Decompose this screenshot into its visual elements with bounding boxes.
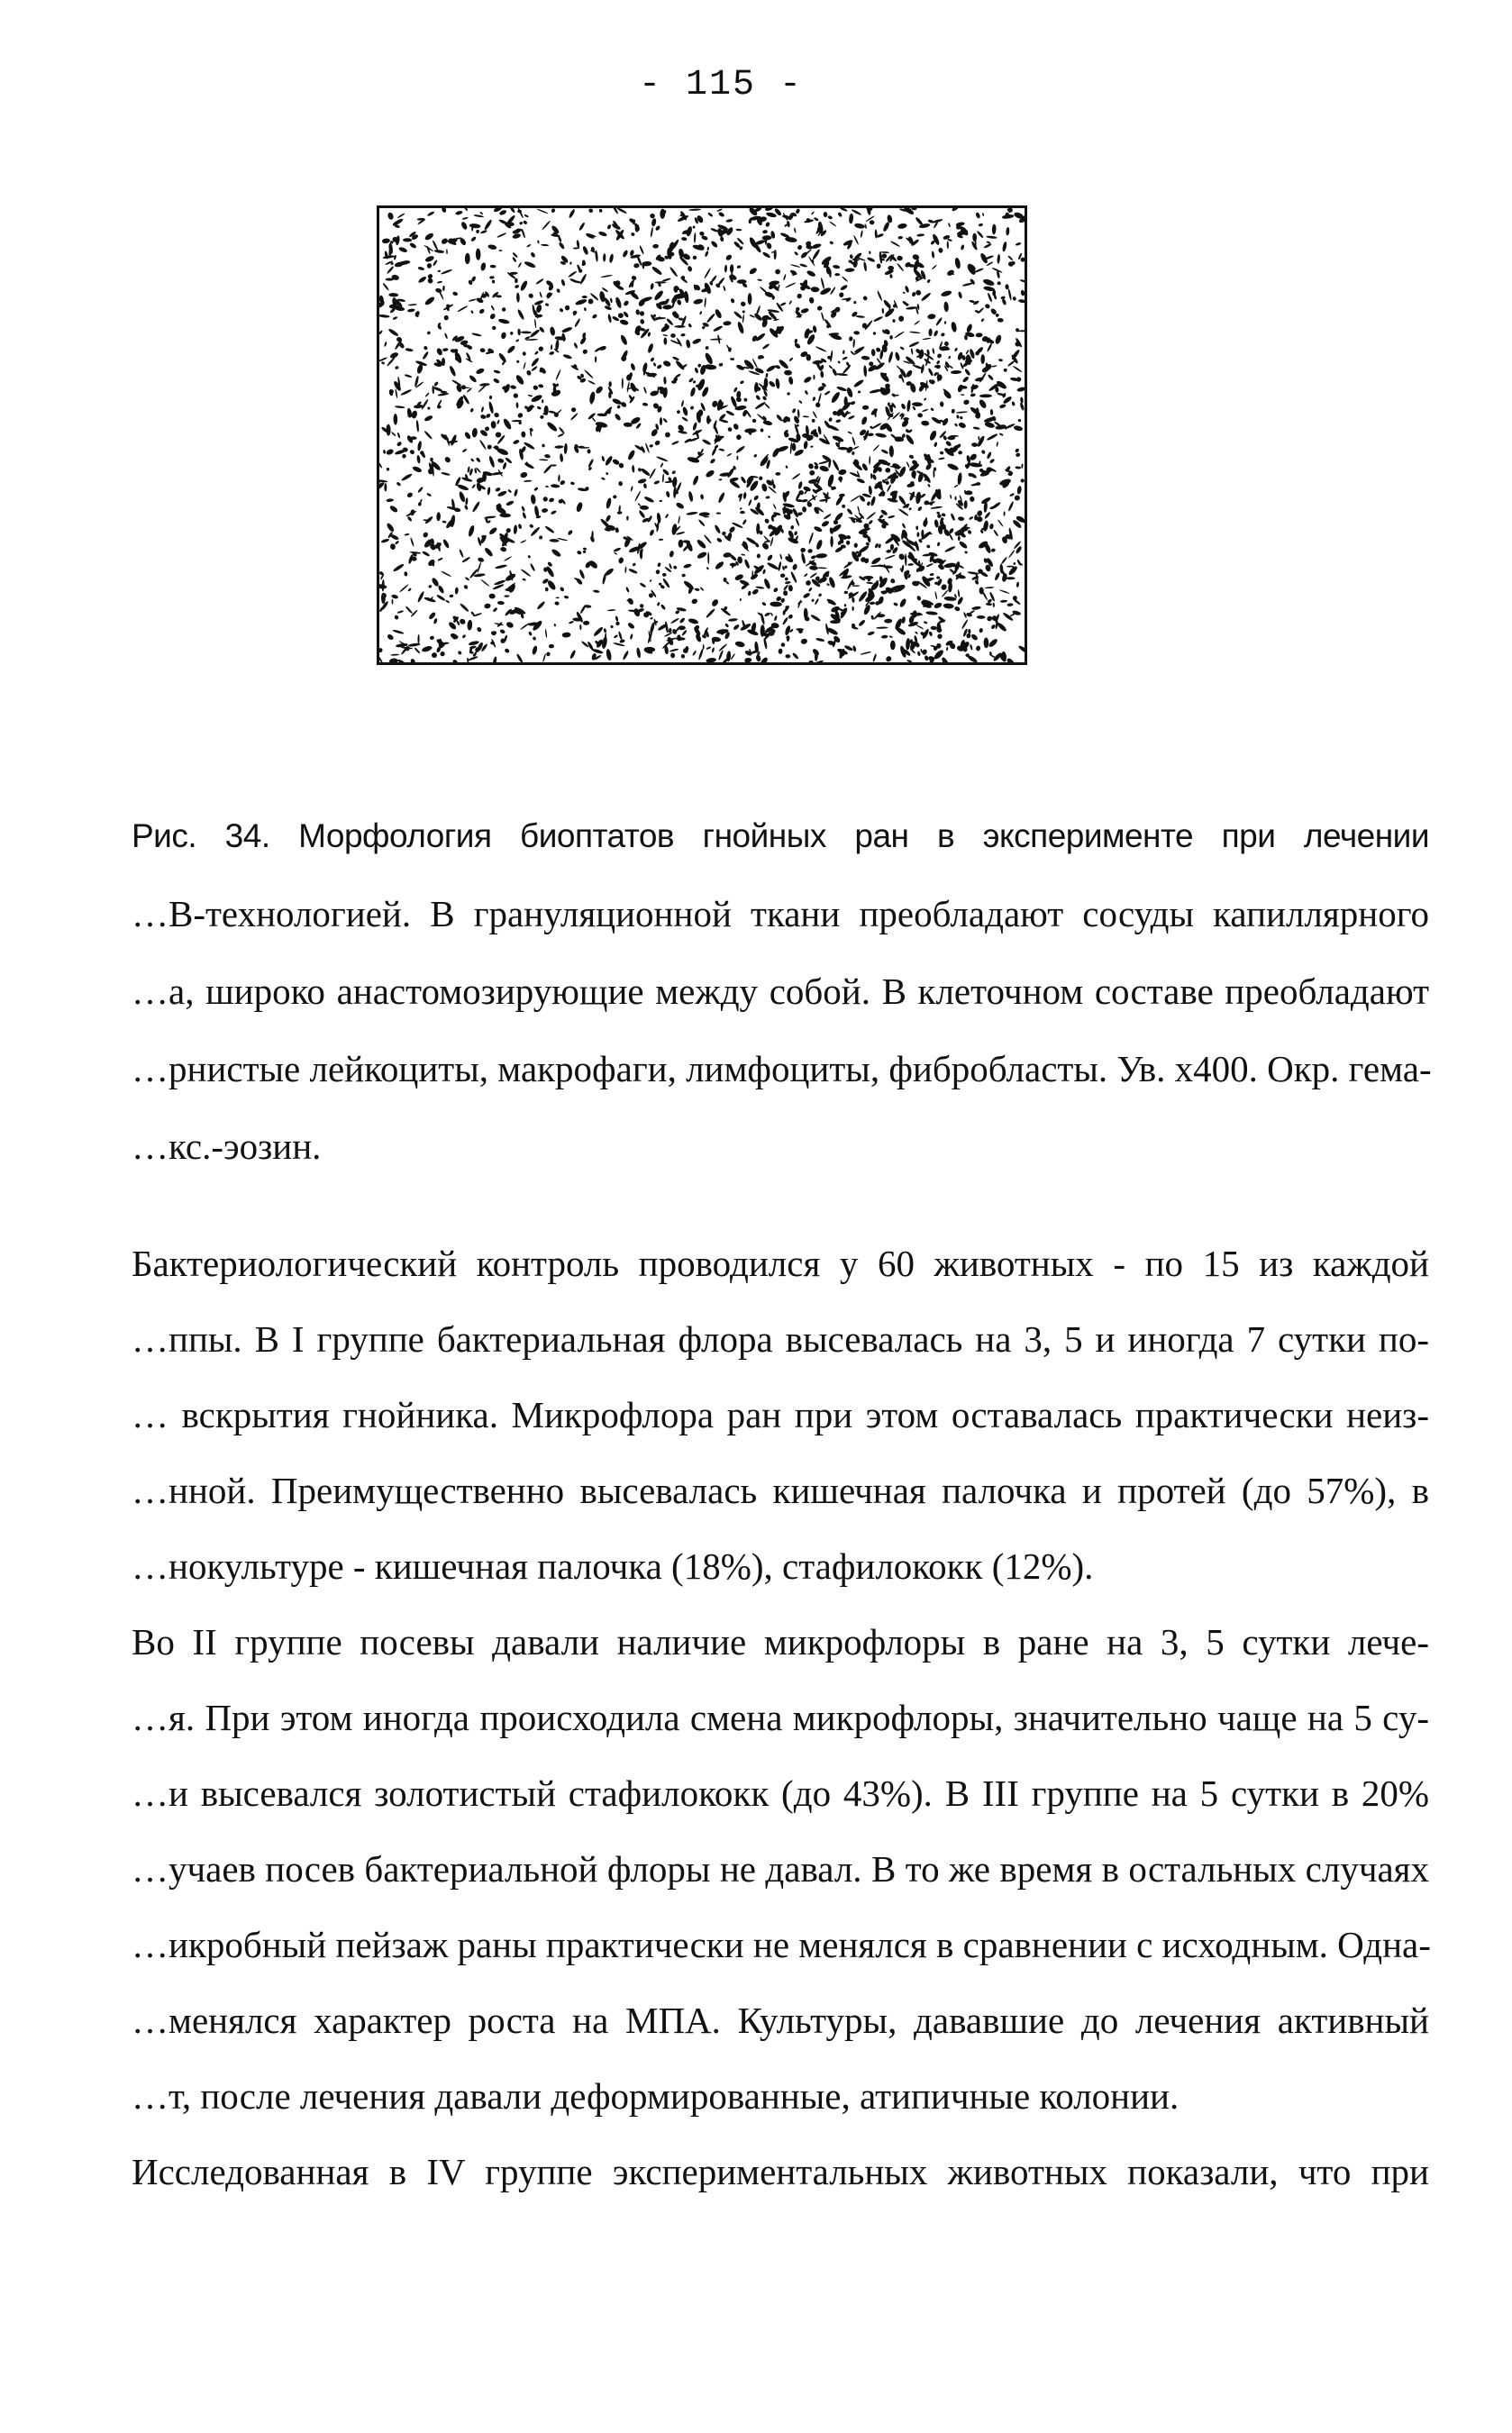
body-line: …я. При этом иногда происходила смена микрофлоры, значительно чаще на 5 су- [132,1697,1429,1738]
body-line: …и высевался золотистый стафилококк (до 43%). В III группе на 5 сутки в 20% [132,1772,1429,1814]
body-line: Исследованная в IV группе экспериментальных животных показали, что при [132,2151,1429,2192]
body-line: …ппы. В I группе бактериальная флора высевалась на 3, 5 и иногда 7 сутки по- [132,1318,1429,1360]
caption-line: …рнистые лейкоциты, макрофаги, лимфоциты, фибробласты. Ув. х400. Окр. гема- [132,1048,1432,1089]
body-line: …менялся характер роста на МПА. Культуры, дававшие до лечения активный [132,2000,1429,2041]
caption-line: …а, широко анастомозирующие между собой. В клеточном составе преобладают [132,970,1429,1012]
body-line: …икробный пейзаж раны практически не менялся в сравнении с исходным. Одна- [132,1924,1431,1965]
body-line: …нокультуре - кишечная палочка (18%), стафилококк (12%). [132,1545,1094,1587]
caption-line: Рис. 34. Морфология биоптатов гнойных ран в эксперименте при лечении [132,817,1429,854]
page-number: - 115 - [638,65,804,105]
body-line: Бактериологический контроль проводился у 60 животных - по 15 из каждой [132,1243,1429,1284]
caption-line: …кс.-эозин. [132,1125,322,1167]
caption-line: …В-технологией. В грануляционной ткани преобладают сосуды капиллярного [132,893,1429,934]
body-line: … вскрытия гнойника. Микрофлора ран при этом оставалась практически неиз- [132,1394,1429,1435]
body-line: …учаев посев бактериальной флоры не давал. В то же время в остальных случаях [132,1848,1429,1890]
body-paragraphs [132,1226,1429,2210]
body-line: …нной. Преимущественно высевалась кишечная палочка и протей (до 57%), в [132,1470,1429,1511]
body-line: Во II группе посевы давали наличие микрофлоры в ране на 3, 5 сутки лече- [132,1621,1429,1663]
micrograph-image [377,205,1027,665]
micrograph-texture [379,208,1025,662]
body-line: …т, после лечения давали деформированные, атипичные колонии. [132,2075,1180,2117]
figure-caption [132,797,1432,1185]
